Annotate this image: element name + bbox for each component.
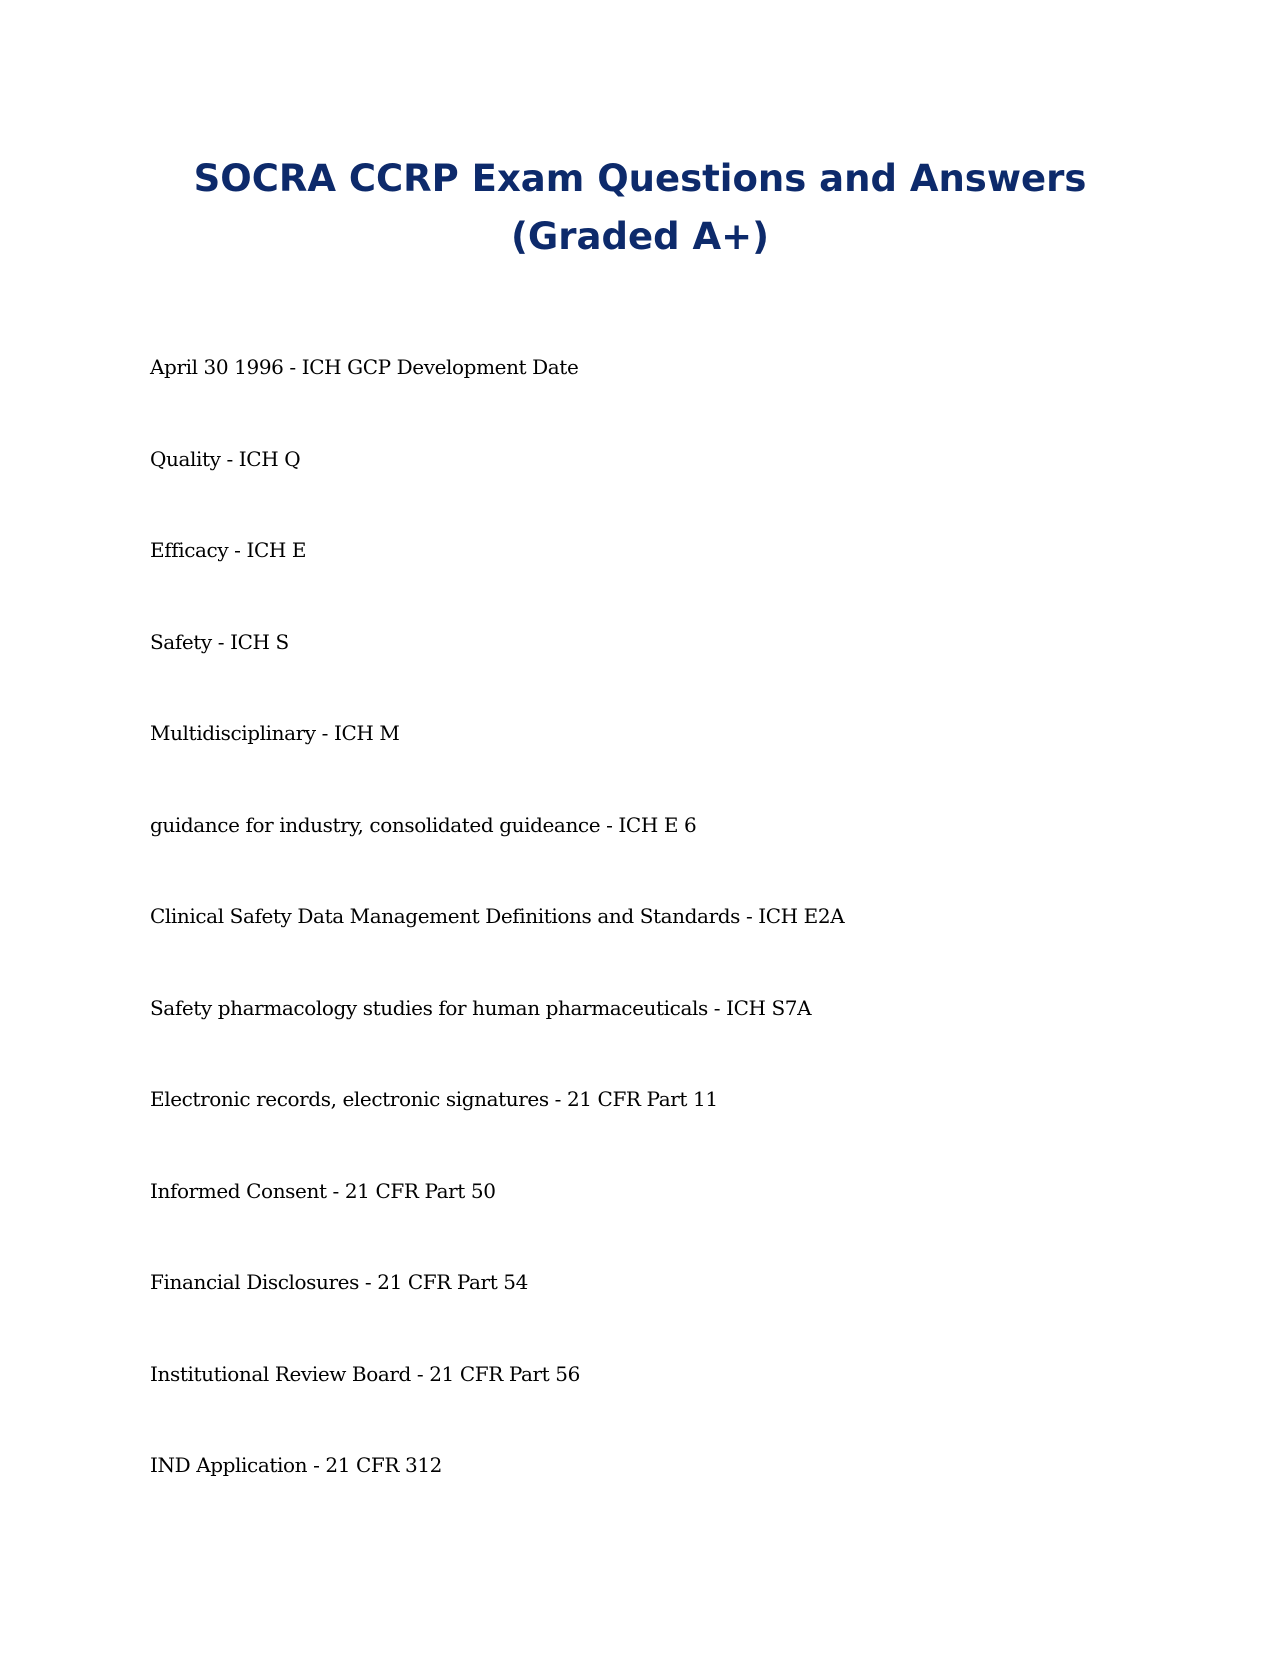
qa-entry: guidance for industry, consolidated guideance - ICH E 6 [150,812,697,837]
qa-entry: Clinical Safety Data Management Definitions and Standards - ICH E2A [150,904,845,928]
qa-list [150,352,1150,1542]
qa-entry: Informed Consent - 21 CFR Part 50 [150,1178,496,1203]
qa-entry: Financial Disclosures - 21 CFR Part 54 [150,1270,528,1294]
qa-entry: Efficacy - ICH E [150,538,307,562]
qa-entry: Institutional Review Board - 21 CFR Part 56 [150,1361,580,1386]
qa-entry: IND Application - 21 CFR 312 [150,1453,442,1477]
qa-entry: April 30 1996 - ICH GCP Development Date [150,355,579,379]
qa-entry: Safety - ICH S [150,629,289,654]
title-line-2: (Graded A+) [511,215,769,258]
title-line-1: SOCRA CCRP Exam Questions and Answers [193,157,1087,200]
qa-entry: Safety pharmacology studies for human pharmaceuticals - ICH S7A [150,995,812,1020]
qa-entry: Quality - ICH Q [150,446,301,471]
qa-entry: Electronic records, electronic signatures - 21 CFR Part 11 [150,1087,718,1111]
document-title [0,150,1280,266]
qa-entry: Multidisciplinary - ICH M [150,721,400,745]
